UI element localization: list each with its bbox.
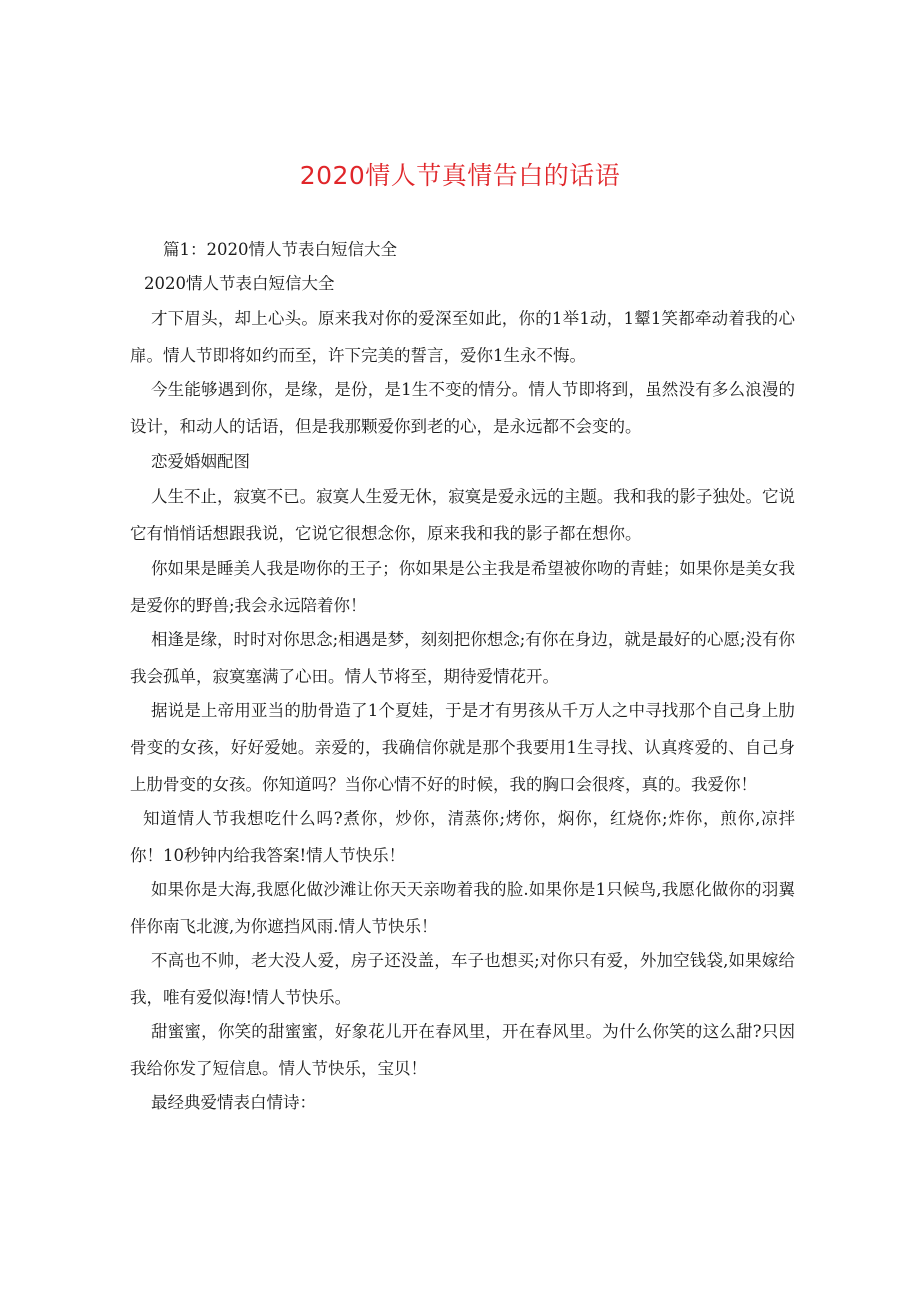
paragraph-1: 才下眉头，却上心头。原来我对你的爱深至如此，你的1举1动，1颦1笑都牵动着我的心扉。情人节即将如约而至，许下完美的誓言，爱你1生永不悔。 <box>130 309 795 365</box>
paragraph-6: 据说是上帝用亚当的肋骨造了1个夏娃，于是才有男孩从千万人之中寻找那个自己身上肋骨变的女孩，好好爱她。亲爱的，我确信你就是那个我要用1生寻找、认真疼爱的、自己身上肋骨变的女孩。你知道吗？当你心情不好的时候，我的胸口会很疼，真的。我爱你！ <box>130 701 795 794</box>
paragraph-5: 相逢是缘，时时对你思念;相遇是梦，刻刻把你想念;有你在身边，就是最好的心愿;没有你我会孤单，寂寞塞满了心田。情人节将至，期待爱情花开。 <box>130 630 795 686</box>
document-title: 2020情人节真情告白的话语 <box>299 161 621 190</box>
paragraph-10: 甜蜜蜜，你笑的甜蜜蜜，好象花儿开在春风里，开在春风里。为什么你笑的这么甜?只因我给你发了短信息。情人节快乐，宝贝！ <box>130 1022 795 1078</box>
picture-subheading: 恋爱婚姻配图 <box>151 452 250 471</box>
paragraph-2: 今生能够遇到你，是缘，是份，是1生不变的情分。情人节即将到，虽然没有多么浪漫的设计，和动人的话语，但是我那颗爱你到老的心，是永远都不会变的。 <box>130 380 795 436</box>
section-heading: 2020情人节表白短信大全 <box>144 274 335 293</box>
paragraph-8: 如果你是大海,我愿化做沙滩让你天天亲吻着我的脸.如果你是1只候鸟,我愿化做你的羽翼伴你南飞北渡,为你遮挡风雨.情人节快乐！ <box>130 880 795 936</box>
paragraph-7: 知道情人节我想吃什么吗?煮你，炒你，清蒸你;烤你，焖你，红烧你;炸你，煎你,凉拌你！10秒钟内给我答案!情人节快乐！ <box>130 809 795 865</box>
paragraph-9: 不高也不帅，老大没人爱，房子还没盖，车子也想买;对你只有爱，外加空钱袋,如果嫁给我，唯有爱似海!情人节快乐。 <box>130 951 795 1007</box>
poem-subheading: 最经典爱情表白情诗： <box>151 1093 316 1112</box>
paragraph-4: 你如果是睡美人我是吻你的王子；你如果是公主我是希望被你吻的青蛙；如果你是美女我是爱你的野兽;我会永远陪着你！ <box>130 559 795 615</box>
article-heading: 篇1：2020情人节表白短信大全 <box>163 240 397 259</box>
paragraph-3: 人生不止，寂寞不已。寂寞人生爱无休，寂寞是爱永远的主题。我和我的影子独处。它说它有悄悄话想跟我说，它说它很想念你，原来我和我的影子都在想你。 <box>130 487 795 543</box>
